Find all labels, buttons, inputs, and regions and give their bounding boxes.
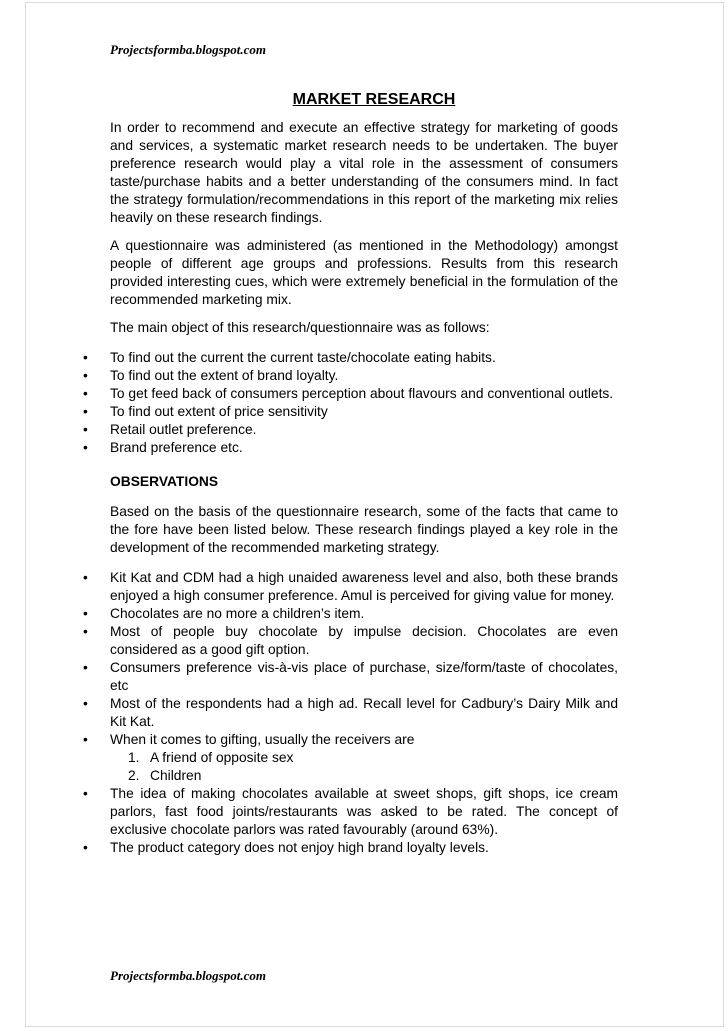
bullet-icon: • — [83, 696, 88, 711]
item-number: 1. — [128, 750, 140, 765]
page-footer: Projectsformba.blogspot.com — [110, 968, 266, 983]
bullet-icon: • — [83, 606, 88, 621]
objectives-list — [83, 349, 618, 457]
list-item: • The idea of making chocolates available at sweet shops, gift shops, ice cream parlors, fast food joints/restaurants was asked to be rated. The concept of exclusive chocolate parlors was rated favourably (around 63%). — [83, 786, 618, 837]
bullet-icon: • — [83, 386, 88, 401]
bullet-icon: • — [83, 350, 88, 365]
bullet-icon: • — [83, 624, 88, 639]
document-title: MARKET RESEARCH — [292, 91, 456, 108]
bullet-icon: • — [83, 732, 88, 747]
bullet-icon: • — [83, 570, 88, 585]
bullet-icon: • — [83, 840, 88, 855]
paragraph: The main object of this research/questionnaire was as follows: — [110, 320, 490, 335]
sublist-item: 2. Children — [128, 768, 202, 783]
list-item: • Retail outlet preference. — [83, 422, 257, 437]
bullet-icon: • — [83, 786, 88, 801]
list-item: • Most of people buy chocolate by impulse decision. Chocolates are even considered as a good gift option. — [83, 624, 618, 657]
bullet-icon: • — [83, 422, 88, 437]
bullet-icon: • — [83, 404, 88, 419]
bullet-icon: • — [83, 660, 88, 675]
list-item: • Brand preference etc. — [83, 440, 243, 455]
list-item: • To get feed back of consumers perception about flavours and conventional outlets. — [83, 386, 614, 401]
list-item: • Consumers preference vis-à-vis place of purchase, size/form/taste of chocolates, etc — [83, 660, 618, 693]
sublist-item: 1. A friend of opposite sex — [128, 750, 294, 765]
page-header: Projectsformba.blogspot.com — [110, 42, 266, 57]
paragraph: In order to recommend and execute an effective strategy for marketing of goods and services, a systematic market research needs to be undertaken. The buyer preference research would play a vital role in the assessment of consumers taste/purchase habits and a better understanding of the consumers mind. In fact the strategy formulation/recommendations in this report of the marketing mix relies heavily on these research findings. — [110, 120, 618, 225]
bullet-icon: • — [83, 440, 88, 455]
paragraph: Based on the basis of the questionnaire research, some of the facts that came to the fore have been listed below. These research findings played a key role in the development of the recommended marketing strategy. — [110, 504, 618, 555]
item-number: 2. — [128, 768, 140, 783]
list-item: • To find out extent of price sensitivity — [83, 404, 328, 419]
gifting-receivers-list — [128, 749, 618, 785]
list-item: • Chocolates are no more a children’s item. — [83, 606, 365, 621]
section-heading: OBSERVATIONS — [110, 474, 219, 489]
observations-list — [83, 569, 618, 857]
list-item: • Kit Kat and CDM had a high unaided awareness level and also, both these brands enjoyed a high consumer preference. Amul is perceived for giving value for money. — [83, 570, 618, 603]
document-body — [83, 90, 618, 867]
bullet-icon: • — [83, 368, 88, 383]
list-item: • To find out the current the current taste/chocolate eating habits. — [83, 350, 496, 365]
list-item: • To find out the extent of brand loyalty. — [83, 368, 339, 383]
paragraph: A questionnaire was administered (as mentioned in the Methodology) amongst people of different age groups and professions. Results from this research provided interesting cues, which were extremely beneficial in the formulation of the recommended marketing mix. — [110, 238, 618, 307]
list-item: • Most of the respondents had a high ad. Recall level for Cadbury’s Dairy Milk and Kit Kat. — [83, 696, 618, 729]
list-item: • The product category does not enjoy high brand loyalty levels. — [83, 840, 489, 855]
list-item: • When it comes to gifting, usually the receivers are 1. A friend of opposite sex 2. Children — [83, 731, 618, 785]
